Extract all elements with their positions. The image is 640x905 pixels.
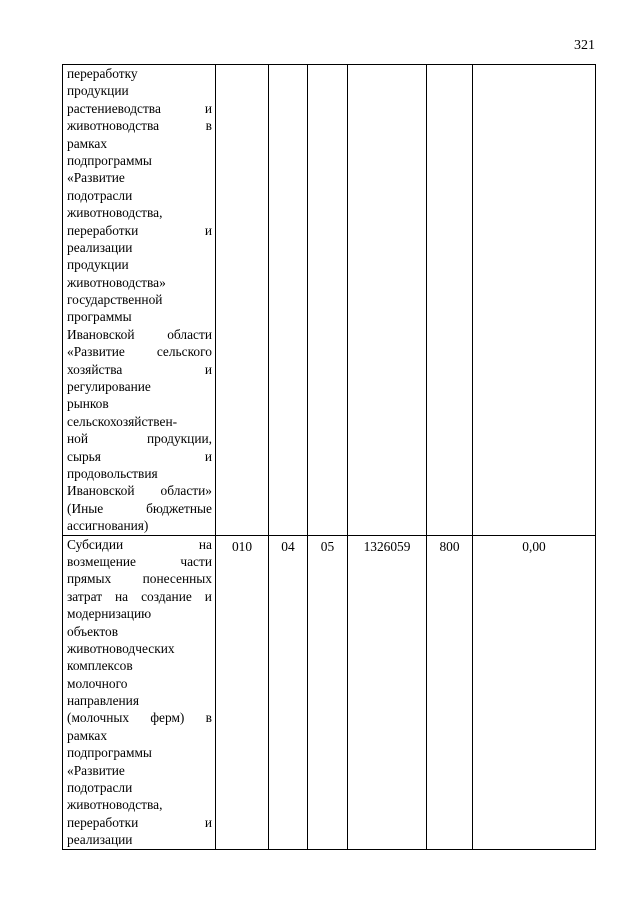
amount-cell: 0,00 xyxy=(473,535,596,849)
description-line: рамках xyxy=(67,727,108,743)
section-code-cell: 04 xyxy=(269,535,308,849)
description-line: животноводства, xyxy=(67,205,163,221)
description-line: животноводства в xyxy=(67,118,212,134)
subsection-code-cell: 05 xyxy=(308,535,348,849)
description-line: модернизацию xyxy=(67,606,152,622)
table-body xyxy=(63,65,596,850)
table-row xyxy=(63,65,596,536)
description-line: реализации xyxy=(67,832,133,848)
description-cell xyxy=(63,535,216,849)
description-line: программы xyxy=(67,309,132,325)
description-line: животноводства» xyxy=(67,274,166,290)
description-line: животноводства, xyxy=(67,797,163,813)
description-line: ной продукции, xyxy=(67,431,212,447)
target-article-cell: 1326059 xyxy=(348,535,427,849)
description-line: «Развитие сельского xyxy=(67,344,212,360)
description-line: затрат на создание и xyxy=(67,588,212,604)
table-row xyxy=(63,535,596,849)
description-line: реализации xyxy=(67,239,133,255)
subsection-code-cell xyxy=(308,65,348,536)
description-line: животноводческих xyxy=(67,640,175,656)
description-line: «Развитие xyxy=(67,170,125,186)
ministry-code-cell xyxy=(216,65,269,536)
expense-type-cell: 800 xyxy=(427,535,473,849)
description-line: сырья и xyxy=(67,448,212,464)
section-code-cell xyxy=(269,65,308,536)
description-line: подпрограммы xyxy=(67,152,152,168)
description-line: объектов xyxy=(67,623,119,639)
description-line: возмещение части xyxy=(67,553,212,569)
description-line: регулирование xyxy=(67,379,151,395)
description-line: хозяйства и xyxy=(67,361,212,377)
description-line: сельскохозяйствен- xyxy=(67,413,178,429)
description-line: продовольствия xyxy=(67,465,158,481)
description-line: государственной xyxy=(67,292,163,308)
description-line: прямых понесенных xyxy=(67,571,212,587)
description-line: переработки и xyxy=(67,814,212,830)
ministry-code-cell: 010 xyxy=(216,535,269,849)
target-article-cell xyxy=(348,65,427,536)
description-cell xyxy=(63,65,216,536)
description-line: направления xyxy=(67,693,140,709)
description-line: переработки и xyxy=(67,222,212,238)
description-line: подотрасли xyxy=(67,187,133,203)
description-line: ассигнования) xyxy=(67,518,149,534)
description-line: продукции xyxy=(67,257,129,273)
description-line: продукции xyxy=(67,83,129,99)
description-line: рынков xyxy=(67,396,109,412)
expense-type-cell xyxy=(427,65,473,536)
description-line: рамках xyxy=(67,135,108,151)
amount-cell xyxy=(473,65,596,536)
description-line: молочного xyxy=(67,675,128,691)
budget-table xyxy=(62,64,596,850)
page-number: 321 xyxy=(574,38,595,53)
description-line: (молочных ферм) в xyxy=(67,710,212,726)
description-line: (Иные бюджетные xyxy=(67,500,212,516)
description-line: Ивановской области» xyxy=(67,483,212,499)
description-line: Ивановской области xyxy=(67,326,212,342)
description-line: подпрограммы xyxy=(67,745,152,761)
description-line: комплексов xyxy=(67,658,133,674)
description-line: Субсидии на xyxy=(67,536,212,552)
description-line: «Развитие xyxy=(67,762,125,778)
description-line: растениеводства и xyxy=(67,100,212,116)
description-line: переработку xyxy=(67,66,138,81)
description-line: подотрасли xyxy=(67,780,133,796)
